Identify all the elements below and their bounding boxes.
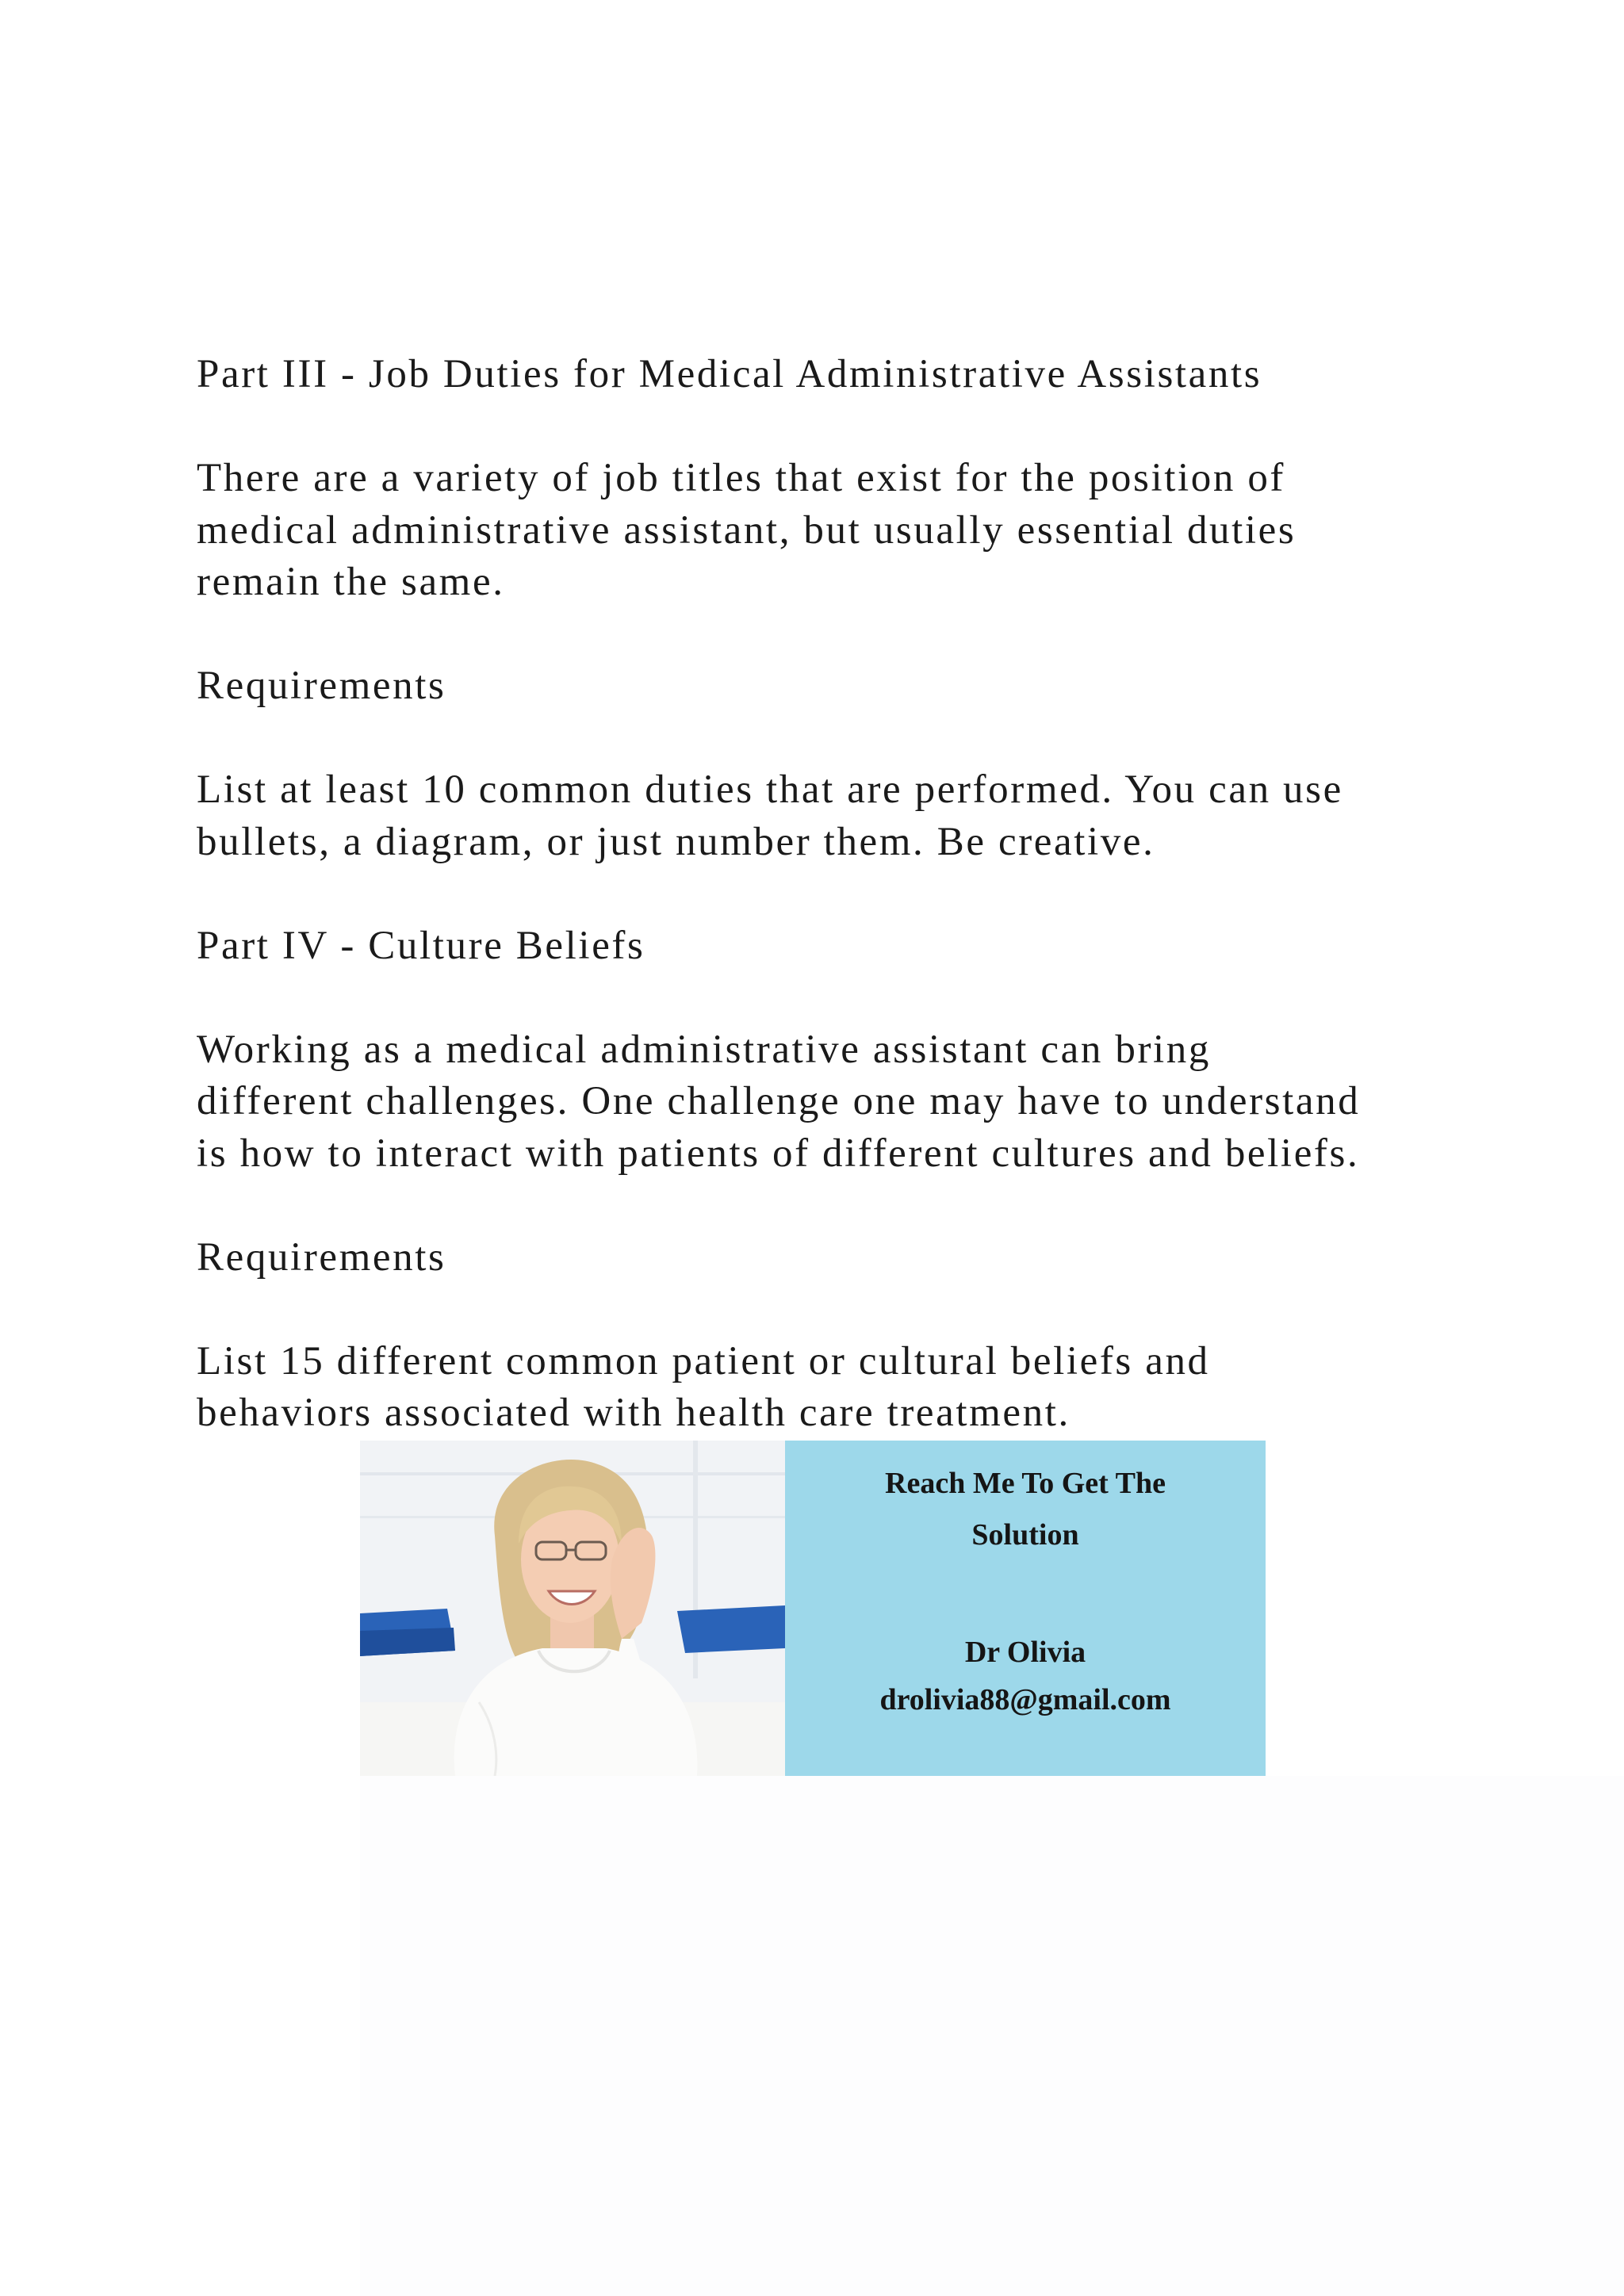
requirements-label: Requirements <box>197 664 446 708</box>
document-body <box>197 349 1434 1440</box>
part4-requirements-paragraph <box>197 1336 1434 1440</box>
text-line: Working as a medical administrative assistant can bring <box>197 1027 1211 1072</box>
text-line: bullets, a diagram, or just number them. Be creative. <box>197 819 1155 864</box>
part3-requirements-paragraph <box>197 764 1434 868</box>
contact-banner <box>360 1441 1266 1776</box>
text-line: There are a variety of job titles that exist for the position of <box>197 456 1286 500</box>
text-line: medical administrative assistant, but usually essential duties <box>197 507 1297 553</box>
contact-email[interactable]: drolivia88@gmail.com <box>879 1683 1171 1716</box>
text-line: remain the same. <box>197 560 505 604</box>
part3-intro-paragraph <box>197 453 1434 609</box>
text-line: List 15 different common patient or cultural beliefs and <box>197 1338 1210 1383</box>
part4-intro-paragraph <box>197 1024 1434 1181</box>
contact-name: Dr Olivia <box>964 1636 1086 1669</box>
woman-illustration <box>360 1441 785 1776</box>
text-line: List at least 10 common duties that are performed. You can use <box>197 767 1343 812</box>
part3-heading: Part III - Job Duties for Medical Administrative Assistants <box>197 352 1262 396</box>
text-line: is how to interact with patients of different cultures and beliefs. <box>197 1131 1360 1176</box>
text-line: different challenges. One challenge one may have to understand <box>197 1079 1361 1123</box>
part4-heading: Part IV - Culture Beliefs <box>197 923 645 968</box>
blank-image-area <box>360 1776 1624 2296</box>
text-line: behaviors associated with health care treatment. <box>197 1391 1071 1435</box>
woman-photo <box>360 1441 785 1776</box>
banner-headline-continued: Solution <box>971 1518 1079 1552</box>
requirements-label: Requirements <box>197 1234 446 1280</box>
banner-headline: Reach Me To Get The <box>885 1467 1166 1500</box>
contact-info-panel <box>785 1441 1266 1776</box>
